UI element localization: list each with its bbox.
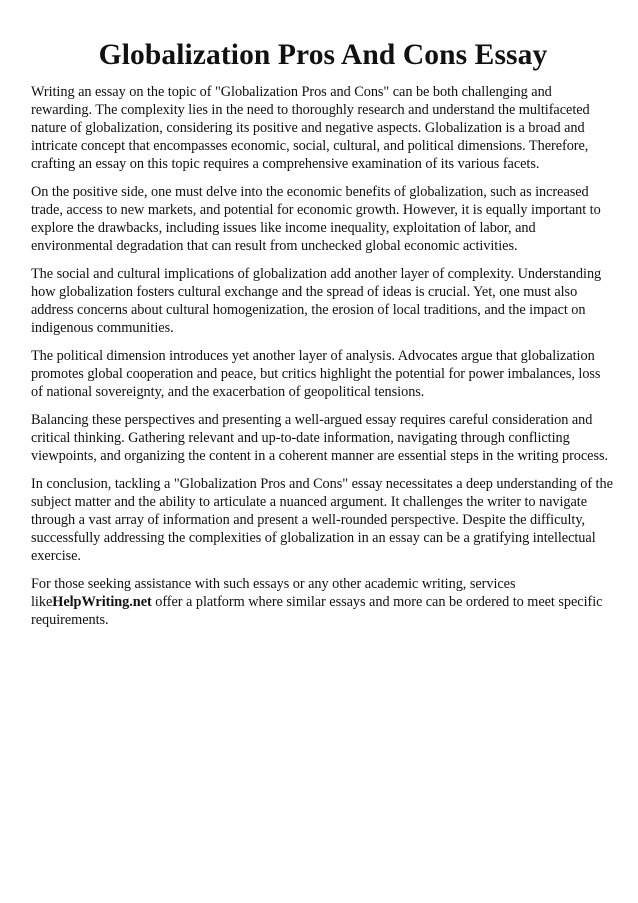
paragraph-political: The political dimension introduces yet another layer of analysis. Advocates argue that globalization promotes global cooperation and peace, but critics highlight the potential for power imbalances, loss of national sovereignty, and the exacerbation of geopolitical tensions.	[31, 348, 601, 400]
document-page	[31, 38, 615, 639]
paragraph-economic: On the positive side, one must delve into the economic benefits of globalization, such as increased trade, access to new markets, and potential for economic growth. However, it is equally important to explore the drawbacks, including issues like income inequality, exploitation of labor, and environmental degradation that can result from unchecked global economic activities.	[31, 184, 601, 254]
brand-name: HelpWriting.net	[52, 594, 152, 610]
closing-text-before: For those seeking assistance with such essays or any other academic writing, services like	[31, 576, 516, 610]
document-title: Globalization Pros And Cons Essay	[98, 39, 548, 71]
paragraph-intro: Writing an essay on the topic of "Globalization Pros and Cons" can be both challenging and rewarding. The complexity lies in the need to thoroughly research and understand the multifaceted nature of globalization, considering its positive and negative aspects. Globalization is a broad and intricate concept that encompasses economic, social, cultural, and political dimensions. Therefore, crafting an essay on this topic requires a comprehensive examination of its various facets.	[31, 84, 590, 172]
paragraph-closing	[31, 575, 615, 629]
closing-text-after: offer a platform where similar essays and more can be ordered to meet specific requirements.	[31, 594, 603, 628]
paragraph-social-cultural: The social and cultural implications of globalization add another layer of complexity. Understanding how globalization fosters cultural exchange and the spread of ideas is crucial. Yet, one must also address concerns about cultural homogenization, the erosion of local traditions, and the impact on indigenous communities.	[31, 266, 602, 336]
paragraph-balancing: Balancing these perspectives and presenting a well-argued essay requires careful consideration and critical thinking. Gathering relevant and up-to-date information, navigating through conflicting viewpoints, and organizing the content in a coherent manner are essential steps in the writing process.	[31, 412, 609, 464]
paragraph-conclusion: In conclusion, tackling a "Globalization Pros and Cons" essay necessitates a deep understanding of the subject matter and the ability to articulate a nuanced argument. It challenges the writer to navigate through a vast array of information and present a well-rounded perspective. Despite the difficulty, successfully addressing the complexities of globalization in an essay can be a gratifying intellectual exercise.	[31, 476, 613, 564]
